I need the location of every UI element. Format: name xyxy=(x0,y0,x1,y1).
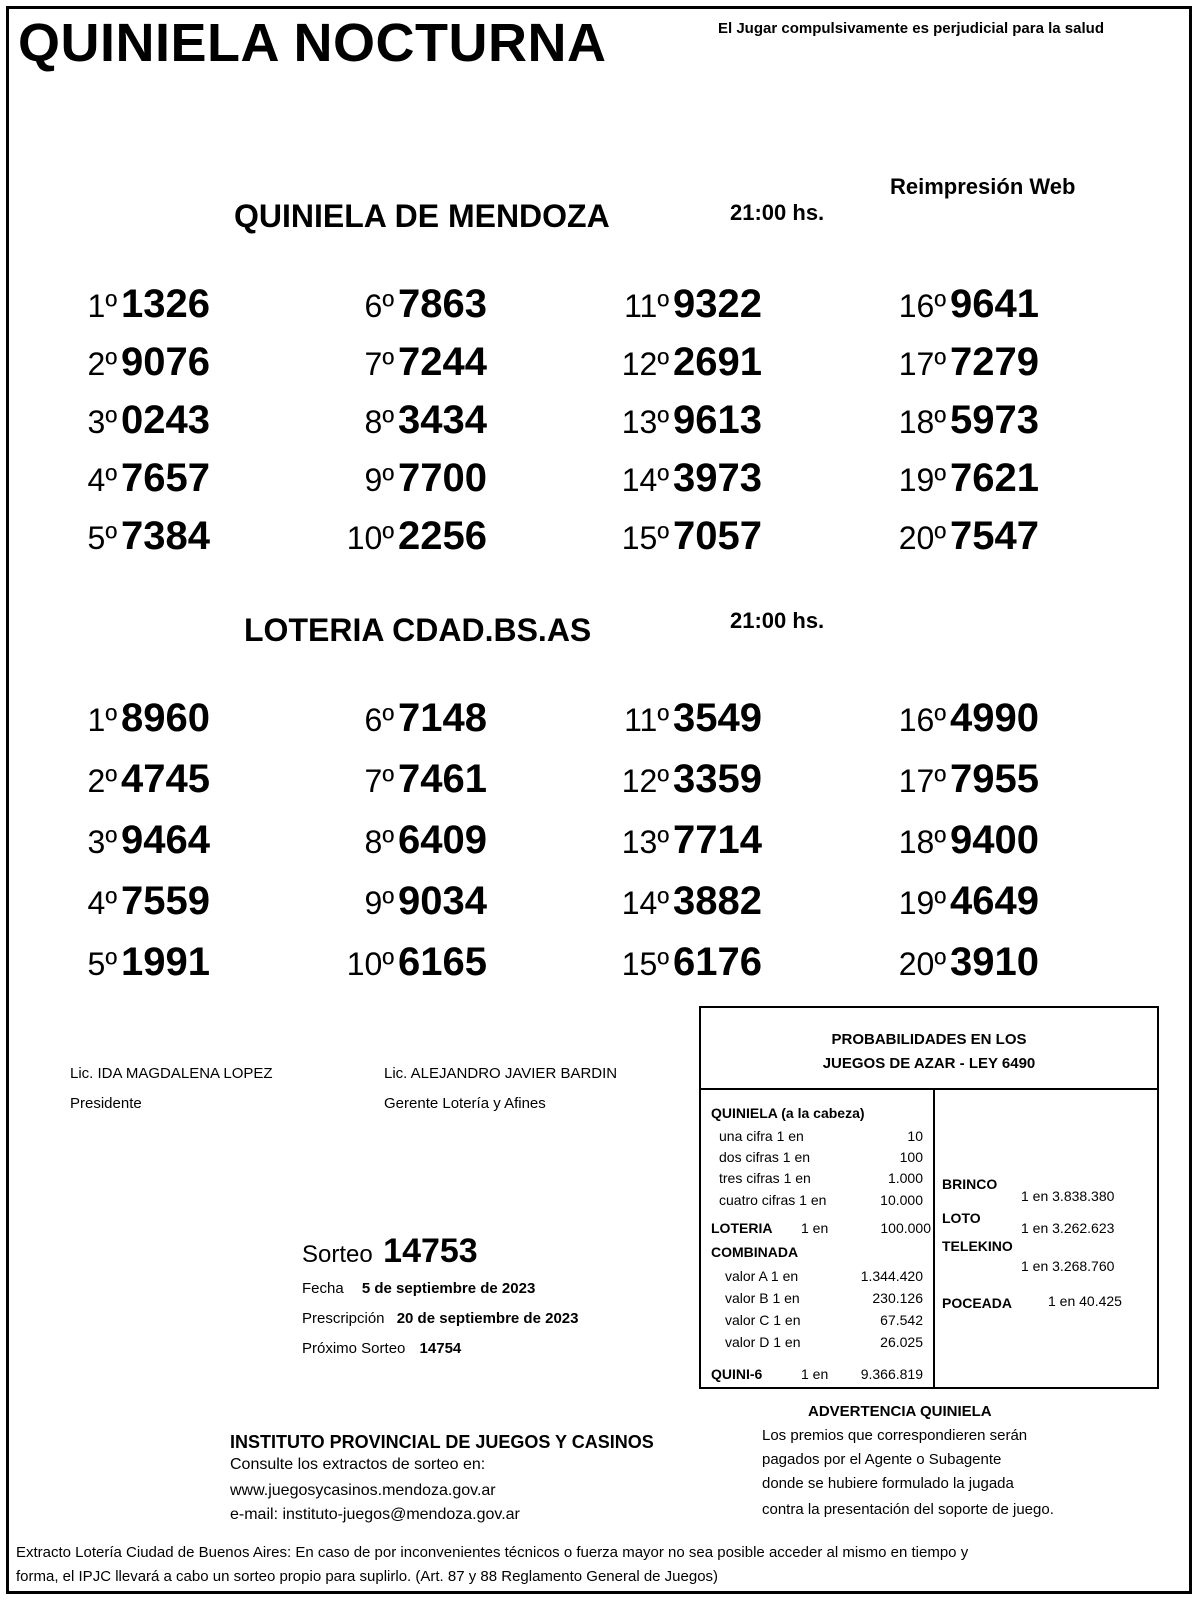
result-position: 13º xyxy=(621,404,670,440)
result-number: 3359 xyxy=(673,757,762,801)
sorteo-label: Sorteo xyxy=(302,1241,373,1268)
probabilities-divider xyxy=(933,1090,935,1387)
probabilities-title-line1: PROBABILIDADES EN LOS xyxy=(831,1031,1027,1048)
result-number: 3910 xyxy=(950,940,1039,984)
result-number: 7148 xyxy=(398,696,487,740)
result-number: 1991 xyxy=(121,940,210,984)
result-position: 6º xyxy=(364,702,395,738)
result-position: 17º xyxy=(898,346,947,382)
quini6-label: QUINI-6 xyxy=(711,1366,763,1382)
result-number: 7863 xyxy=(398,282,487,326)
quiniela-odds-label: tres cifras 1 en xyxy=(719,1170,811,1186)
result-number: 7057 xyxy=(673,514,762,558)
result-item xyxy=(562,759,762,799)
result-position: 18º xyxy=(898,824,947,860)
result-number: 3549 xyxy=(673,696,762,740)
result-position: 2º xyxy=(87,763,118,799)
footer-note: forma, el IPJC llevará a cabo un sorteo propio para suplirlo. (Art. 87 y 88 Reglamento General de Juegos) xyxy=(16,1568,719,1585)
result-number: 7621 xyxy=(950,456,1039,500)
result-position: 1º xyxy=(87,702,118,738)
fecha-value: 5 de septiembre de 2023 xyxy=(361,1280,536,1297)
result-number: 7559 xyxy=(121,879,210,923)
loto-label: LOTO xyxy=(942,1210,981,1226)
telekino-label: TELEKINO xyxy=(942,1238,1013,1254)
section-title-mendoza: QUINIELA DE MENDOZA xyxy=(234,198,610,234)
result-item xyxy=(287,342,487,382)
quiniela-odds-label: dos cifras 1 en xyxy=(719,1149,811,1165)
result-number: 6176 xyxy=(673,940,762,984)
prescripcion-label: Prescripción xyxy=(302,1310,385,1327)
result-number: 2691 xyxy=(673,340,762,384)
loteria-value: 100.000 xyxy=(880,1220,931,1236)
quiniela-odds-label: una cifra 1 en xyxy=(719,1128,804,1144)
result-position: 10º xyxy=(346,520,395,556)
result-number: 4649 xyxy=(950,879,1039,923)
result-item xyxy=(562,881,762,921)
combinada-odds-value: 67.542 xyxy=(880,1312,923,1328)
result-number: 1326 xyxy=(121,282,210,326)
combinada-odds-value: 1.344.420 xyxy=(860,1268,923,1284)
result-item xyxy=(10,820,210,860)
result-position: 17º xyxy=(898,763,947,799)
reprint-label: Reimpresión Web xyxy=(890,174,1076,199)
result-number: 9613 xyxy=(673,398,762,442)
result-position: 9º xyxy=(364,462,395,498)
advertencia-line: pagados por el Agente o Subagente xyxy=(762,1451,1002,1468)
result-position: 13º xyxy=(621,824,670,860)
result-position: 10º xyxy=(346,946,395,982)
result-item xyxy=(10,942,210,982)
health-warning: El Jugar compulsivamente es perjudicial para la salud xyxy=(718,20,1104,37)
result-position: 7º xyxy=(364,346,395,382)
result-position: 19º xyxy=(898,462,947,498)
result-number: 0243 xyxy=(121,398,210,442)
combinada-odds-label: valor B 1 en xyxy=(725,1290,800,1306)
sorteo-number: 14753 xyxy=(383,1232,478,1270)
institute-email: e-mail: instituto-juegos@mendoza.gov.ar xyxy=(230,1506,520,1523)
result-position: 15º xyxy=(621,946,670,982)
result-number: 7461 xyxy=(398,757,487,801)
result-position: 9º xyxy=(364,885,395,921)
result-position: 3º xyxy=(87,824,118,860)
result-number: 7657 xyxy=(121,456,210,500)
result-number: 7384 xyxy=(121,514,210,558)
result-position: 15º xyxy=(621,520,670,556)
result-item xyxy=(562,342,762,382)
result-position: 11º xyxy=(624,702,670,738)
telekino-value: 1 en 3.268.760 xyxy=(1021,1258,1115,1274)
combinada-odds-value: 230.126 xyxy=(872,1290,923,1306)
proximo-label: Próximo Sorteo xyxy=(302,1340,406,1357)
result-position: 12º xyxy=(621,346,670,382)
result-item xyxy=(562,942,762,982)
probabilities-title-line2: JUEGOS DE AZAR - LEY 6490 xyxy=(822,1055,1036,1072)
result-position: 6º xyxy=(364,288,395,324)
result-number: 3434 xyxy=(398,398,487,442)
result-position: 14º xyxy=(621,885,670,921)
proximo-row xyxy=(302,1340,461,1357)
section-time-ciudad: 21:00 hs. xyxy=(730,608,825,633)
advertencia-line: donde se hubiere formulado la jugada xyxy=(762,1475,1014,1492)
result-item xyxy=(10,458,210,498)
result-item xyxy=(10,284,210,324)
result-item xyxy=(10,759,210,799)
result-item xyxy=(839,942,1039,982)
result-number: 3882 xyxy=(673,879,762,923)
probabilities-header xyxy=(701,1008,1157,1090)
proximo-value: 14754 xyxy=(419,1340,462,1357)
result-number: 7700 xyxy=(398,456,487,500)
result-item xyxy=(562,516,762,556)
institute-name: INSTITUTO PROVINCIAL DE JUEGOS Y CASINOS xyxy=(230,1432,654,1452)
section-title-ciudad: LOTERIA CDAD.BS.AS xyxy=(244,612,592,648)
section-time-mendoza: 21:00 hs. xyxy=(730,200,825,225)
result-item xyxy=(839,458,1039,498)
result-number: 4990 xyxy=(950,696,1039,740)
result-position: 20º xyxy=(898,520,947,556)
result-item xyxy=(839,820,1039,860)
result-item xyxy=(287,284,487,324)
result-number: 6165 xyxy=(398,940,487,984)
quini6-value: 9.366.819 xyxy=(860,1366,923,1382)
result-position: 8º xyxy=(364,404,395,440)
institute-website: www.juegosycasinos.mendoza.gov.ar xyxy=(230,1482,496,1499)
combinada-odds-label: valor C 1 en xyxy=(725,1312,801,1328)
fecha-label: Fecha xyxy=(302,1280,344,1297)
result-item xyxy=(839,759,1039,799)
result-item xyxy=(287,942,487,982)
result-number: 5973 xyxy=(950,398,1039,442)
result-item xyxy=(562,458,762,498)
result-number: 4745 xyxy=(121,757,210,801)
result-number: 7714 xyxy=(673,818,762,862)
result-number: 9464 xyxy=(121,818,210,862)
combinada-title: COMBINADA xyxy=(711,1244,799,1260)
loteria-label: LOTERIA xyxy=(711,1220,773,1236)
result-item xyxy=(287,881,487,921)
result-item xyxy=(839,881,1039,921)
result-item xyxy=(562,284,762,324)
loteria-odds: 1 en xyxy=(801,1220,829,1236)
result-position: 7º xyxy=(364,763,395,799)
brinco-label: BRINCO xyxy=(942,1176,998,1192)
result-number: 9400 xyxy=(950,818,1039,862)
result-item xyxy=(839,400,1039,440)
result-position: 14º xyxy=(621,462,670,498)
result-position: 8º xyxy=(364,824,395,860)
result-position: 1º xyxy=(87,288,118,324)
result-number: 7547 xyxy=(950,514,1039,558)
quiniela-odds-value: 1.000 xyxy=(887,1170,923,1186)
footer-note: Extracto Lotería Ciudad de Buenos Aires: En caso de por inconvenientes técnicos o fuerza mayor no sea posible acceder al mismo en tiempo y xyxy=(16,1544,969,1561)
result-number: 3973 xyxy=(673,456,762,500)
result-number: 9034 xyxy=(398,879,487,923)
result-position: 4º xyxy=(87,462,118,498)
result-item xyxy=(10,516,210,556)
prescripcion-row xyxy=(302,1310,578,1327)
combinada-odds-value: 26.025 xyxy=(880,1334,923,1350)
result-item xyxy=(10,342,210,382)
result-number: 7244 xyxy=(398,340,487,384)
result-number: 9076 xyxy=(121,340,210,384)
result-position: 5º xyxy=(87,946,118,982)
result-item xyxy=(10,400,210,440)
result-number: 2256 xyxy=(398,514,487,558)
result-number: 7955 xyxy=(950,757,1039,801)
signature-name: Lic. ALEJANDRO JAVIER BARDIN xyxy=(384,1065,618,1082)
quiniela-odds-value: 100 xyxy=(899,1149,923,1165)
result-position: 12º xyxy=(621,763,670,799)
quiniela-odds-label: cuatro cifras 1 en xyxy=(719,1192,827,1208)
result-item xyxy=(562,820,762,860)
result-position: 11º xyxy=(624,288,670,324)
result-item xyxy=(287,400,487,440)
result-position: 16º xyxy=(898,702,947,738)
result-position: 16º xyxy=(898,288,947,324)
result-position: 5º xyxy=(87,520,118,556)
result-position: 3º xyxy=(87,404,118,440)
result-item xyxy=(839,698,1039,738)
result-item xyxy=(839,342,1039,382)
result-position: 4º xyxy=(87,885,118,921)
sorteo-block xyxy=(302,1232,478,1271)
poceada-value: 1 en 40.425 xyxy=(1048,1293,1122,1309)
result-position: 2º xyxy=(87,346,118,382)
institute-line: Consulte los extractos de sorteo en: xyxy=(230,1456,486,1473)
combinada-odds-label: valor D 1 en xyxy=(725,1334,801,1350)
result-position: 18º xyxy=(898,404,947,440)
prescripcion-value: 20 de septiembre de 2023 xyxy=(396,1310,579,1327)
result-position: 19º xyxy=(898,885,947,921)
result-item xyxy=(287,698,487,738)
fecha-row xyxy=(302,1280,535,1297)
result-number: 9322 xyxy=(673,282,762,326)
result-item xyxy=(562,698,762,738)
result-item xyxy=(287,820,487,860)
result-item xyxy=(839,516,1039,556)
result-item xyxy=(287,759,487,799)
advertencia-line: Los premios que correspondieren serán xyxy=(762,1427,1028,1444)
poceada-label: POCEADA xyxy=(942,1295,1013,1311)
result-item xyxy=(287,458,487,498)
result-number: 7279 xyxy=(950,340,1039,384)
result-position: 20º xyxy=(898,946,947,982)
quiniela-title: QUINIELA (a la cabeza) xyxy=(711,1105,865,1121)
quiniela-odds-value: 10 xyxy=(907,1128,923,1144)
result-item xyxy=(10,698,210,738)
quini6-odds: 1 en xyxy=(801,1366,829,1382)
result-number: 6409 xyxy=(398,818,487,862)
combinada-odds-label: valor A 1 en xyxy=(725,1268,799,1284)
advertencia-line: contra la presentación del soporte de juego. xyxy=(762,1501,1054,1518)
advertencia-title: ADVERTENCIA QUINIELA xyxy=(808,1403,992,1420)
signature-role: Presidente xyxy=(70,1095,142,1112)
result-item xyxy=(839,284,1039,324)
loto-value: 1 en 3.262.623 xyxy=(1021,1220,1115,1236)
result-item xyxy=(562,400,762,440)
probabilities-box xyxy=(699,1006,1159,1389)
brinco-value: 1 en 3.838.380 xyxy=(1021,1188,1115,1204)
signature-role: Gerente Lotería y Afines xyxy=(384,1095,546,1112)
signature-name: Lic. IDA MAGDALENA LOPEZ xyxy=(70,1065,273,1082)
result-item xyxy=(10,881,210,921)
quiniela-odds-value: 10.000 xyxy=(880,1192,923,1208)
result-item xyxy=(287,516,487,556)
page-title: QUINIELA NOCTURNA xyxy=(18,13,607,73)
result-number: 8960 xyxy=(121,696,210,740)
result-number: 9641 xyxy=(950,282,1039,326)
